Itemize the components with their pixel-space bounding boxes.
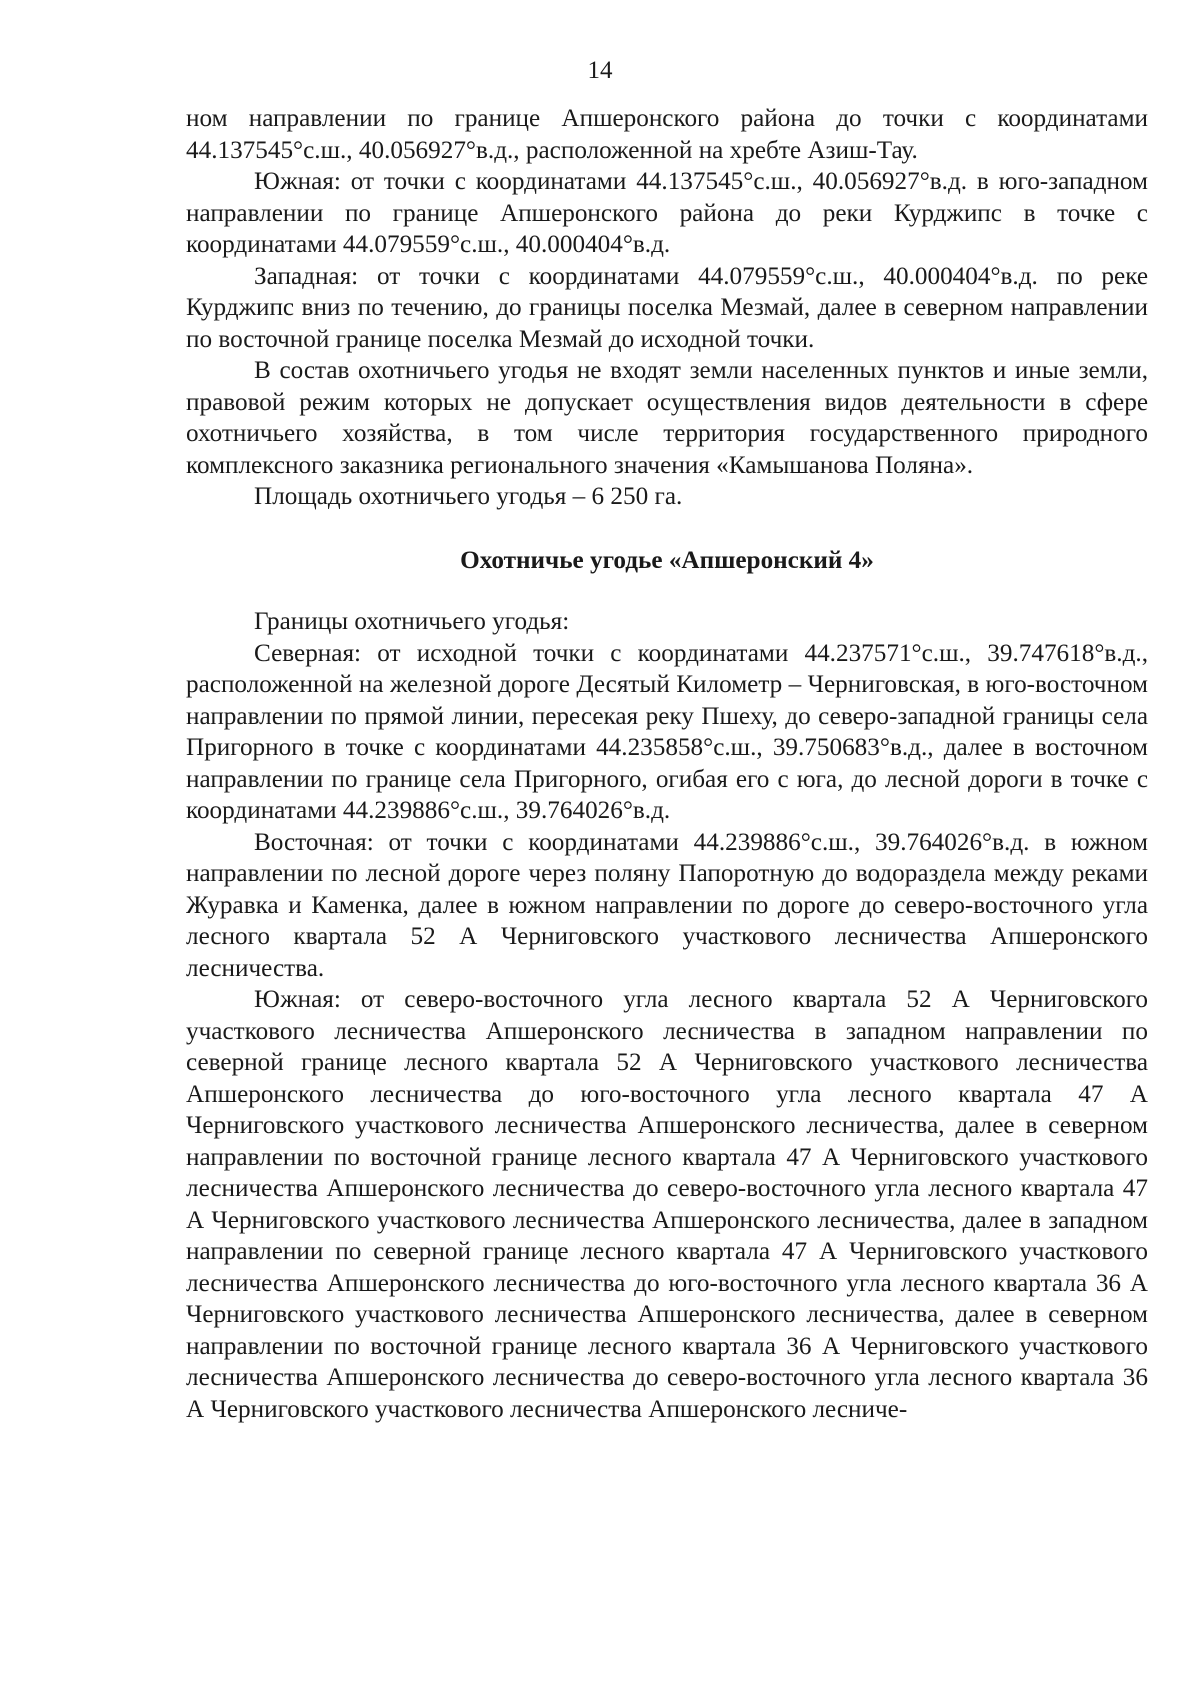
paragraph-west-border: Западная: от точки с координатами 44.079559°с.ш., 40.000404°в.д. по реке Курджипс вниз по течению, до границы поселка Мезмай, далее в северном направлении по восточной границе поселка Мезмай до исходной точки. [186, 262, 1148, 353]
section-heading: Охотничье угодье «Апшеронский 4» [460, 547, 874, 574]
paragraph-east-border: Восточная: от точки с координатами 44.239886°с.ш., 39.764026°в.д. в южном направлении по лесной дороге через поляну Папоротную до водораздела между реками Журавка и Каменка, далее в южном направлении по дороге до северо-восточного угла лесного квартала 52 А Черниговского участкового лесничества Апшеронского лесничества. [186, 828, 1148, 982]
paragraph-north-border: Северная: от исходной точки с координатами 44.237571°с.ш., 39.747618°в.д., расположенной на железной дороге Десятый Километр – Черниговская, в юго-восточном направлении по прямой линии, пересекая реку Пшеху, до северо-западной границы села Пригорного в точке с координатами 44.235858°с.ш., 39.750683°в.д., далее в восточном направлении по границе села Пригорного, огибая его с юга, до лесной дороги в точке с координатами 44.239886°с.ш., 39.764026°в.д. [186, 639, 1148, 824]
section-continuation [186, 103, 1148, 513]
paragraph-exclusions: В состав охотничьего угодья не входят земли населенных пунктов и иные земли, правовой режим которых не допускает осуществления видов деятельности в сфере охотничьего хозяйства, в том числе территория государственного природного комплексного заказника регионального значения «Камышанова Поляна». [186, 357, 1148, 479]
paragraph-south-border-2: Южная: от северо-восточного угла лесного квартала 52 А Черниговского участкового лесничества Апшеронского лесничества в западном направлении по северной границе лесного квартала 52 А Черниговского участкового лесничества Апшеронского лесничества до юго-восточного угла лесного квартала 47 А Черниговского участкового лесничества Апшеронского лесничества, далее в северном направлении по восточной границе лесного квартала 47 А Черниговского участкового лесничества Апшеронского лесничества до северо-восточного угла лесного квартала 47 А Черниговского участкового лесничества Апшеронского лесничества, далее в западном направлении по северной границе лесного квартала 47 А Черниговского участкового лесничества Апшеронского лесничества до юго-восточного угла лесного квартала 36 А Черниговского участкового лесничества Апшеронского лесничества, далее в северном направлении по восточной границе лесного квартала 36 А Черниговского участкового лесничества Апшеронского лесничества до северо-восточного угла лесного квартала 36 А Черниговского участкового лесничества Апшеронского лесниче- [186, 986, 1148, 1423]
section-apsheronsky-4 [186, 606, 1148, 1425]
paragraph-south-border: Южная: от точки с координатами 44.137545°с.ш., 40.056927°в.д. в юго-западном направлении по границе Апшеронского района до реки Курджипс в точке с координатами 44.079559°с.ш., 40.000404°в.д. [186, 168, 1148, 258]
paragraph-continuation: ном направлении по границе Апшеронского района до точки с координатами 44.137545°с.ш., 40.056927°в.д., расположенной на хребте Азиш-Тау. [186, 105, 1148, 164]
paragraph-area: Площадь охотничьего угодья – 6 250 га. [254, 483, 683, 510]
paragraph-borders-label: Границы охотничьего угодья: [254, 608, 570, 635]
page-number: 14 [587, 57, 613, 84]
